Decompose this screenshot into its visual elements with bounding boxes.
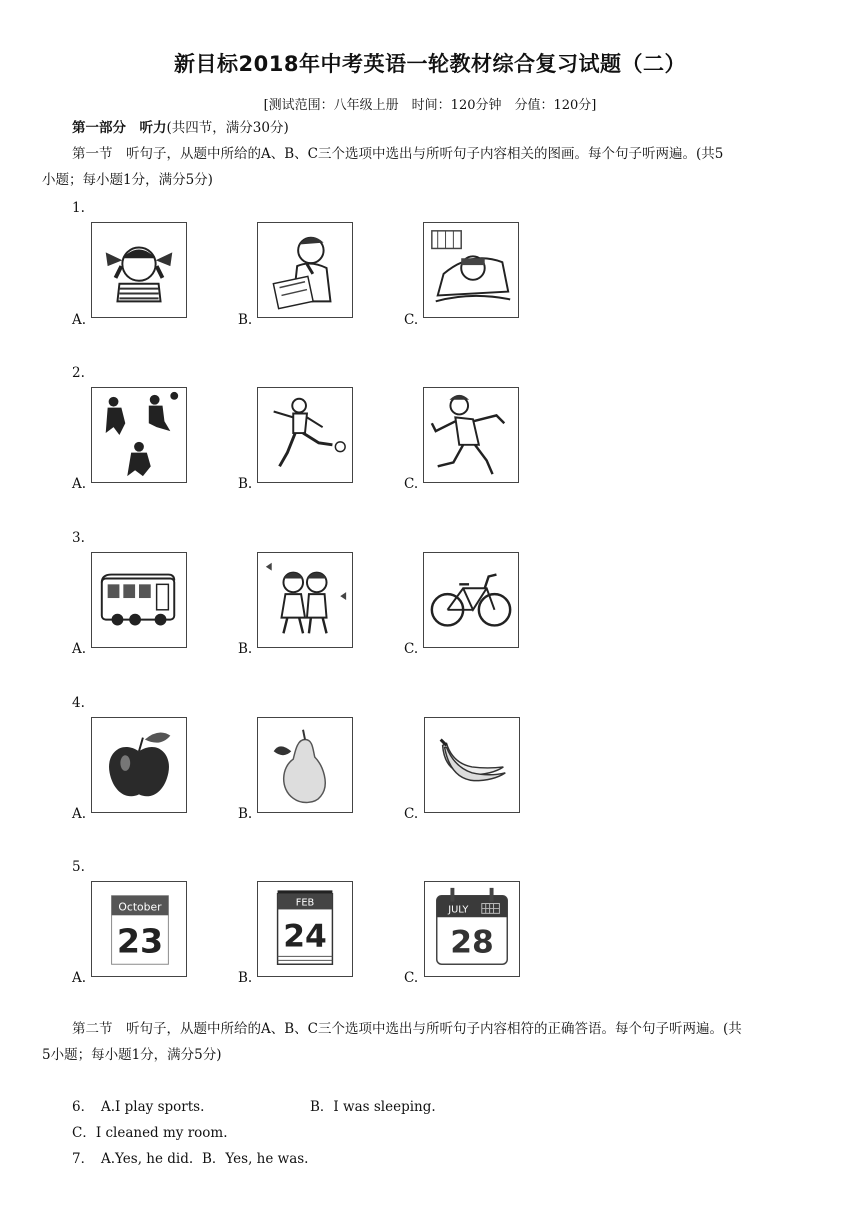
question-1-option-a-image[interactable] bbox=[91, 222, 187, 318]
question-5-option-a-image[interactable] bbox=[91, 881, 187, 977]
walking-children-icon bbox=[258, 553, 352, 647]
question-4-label-c: C. bbox=[404, 806, 419, 822]
question-1-label-c: C. bbox=[404, 312, 419, 328]
question-5-label-a: A. bbox=[72, 970, 87, 986]
question-5-option-b-image[interactable] bbox=[257, 881, 353, 977]
calendar-feb-icon bbox=[258, 882, 352, 976]
calendar-day-label: 23 bbox=[116, 921, 164, 961]
question-3-label-c: C. bbox=[404, 641, 419, 657]
question-5-label-b: B. bbox=[238, 970, 253, 986]
question-5-label-c: C. bbox=[404, 970, 419, 986]
question-5-option-c-image[interactable] bbox=[424, 881, 520, 977]
section2-instruction-line2: 5小题；每小题1分，满分5分) bbox=[42, 1047, 222, 1063]
question-4-option-a-image[interactable] bbox=[91, 717, 187, 813]
soccer-kick-icon bbox=[258, 388, 352, 482]
question-6-option-c[interactable]: C．I cleaned my room. bbox=[72, 1125, 228, 1141]
page-title: 新目标2018年中考英语一轮教材综合复习试题（二） bbox=[174, 52, 686, 76]
bus-icon bbox=[92, 553, 186, 647]
question-3-label-b: B. bbox=[238, 641, 253, 657]
question-5-number: 5. bbox=[72, 859, 85, 875]
question-1-label-b: B. bbox=[238, 312, 253, 328]
question-6-number: 6． bbox=[72, 1099, 95, 1115]
page-subtitle: [测试范围：八年级上册 时间：120分钟 分值：120分] bbox=[263, 98, 597, 113]
question-3-option-b-image[interactable] bbox=[257, 552, 353, 648]
section1-instruction-line1: 第一节 听句子，从题中所给的A、B、C三个选项中选出与所听句子内容相关的图画。每个句子听两遍。(共5 bbox=[72, 146, 724, 162]
running-man-icon bbox=[424, 388, 518, 482]
question-2-option-a-image[interactable] bbox=[91, 387, 187, 483]
calendar-month-label: FEB bbox=[295, 897, 315, 909]
sore-throat-man-icon bbox=[258, 223, 352, 317]
question-1-option-c-image[interactable] bbox=[423, 222, 519, 318]
calendar-day-label: 28 bbox=[450, 924, 494, 961]
question-4-option-b-image[interactable] bbox=[257, 717, 353, 813]
question-4-option-c-image[interactable] bbox=[424, 717, 520, 813]
question-2-number: 2. bbox=[72, 365, 85, 381]
calendar-july-icon bbox=[425, 882, 519, 976]
section2-instruction-line1: 第二节 听句子，从题中所给的A、B、C三个选项中选出与所听句子内容相符的正确答语。每个句子听两遍。(共 bbox=[72, 1021, 742, 1037]
calendar-day-label: 24 bbox=[283, 918, 327, 955]
basketball-players-icon bbox=[92, 388, 186, 482]
question-2-label-c: C. bbox=[404, 476, 419, 492]
question-2-option-b-image[interactable] bbox=[257, 387, 353, 483]
question-2-label-b: B. bbox=[238, 476, 253, 492]
question-1-option-b-image[interactable] bbox=[257, 222, 353, 318]
pear-icon bbox=[258, 718, 352, 812]
calendar-month-label: JULY bbox=[448, 904, 469, 916]
question-4-label-a: A. bbox=[72, 806, 87, 822]
part1-heading-row bbox=[72, 115, 289, 141]
question-7-option-a[interactable]: A.Yes, he did. bbox=[101, 1151, 194, 1167]
question-7-number: 7． bbox=[72, 1151, 95, 1167]
part1-heading-note: (共四节，满分30分) bbox=[166, 120, 289, 136]
question-1-label-a: A. bbox=[72, 312, 87, 328]
apple-icon bbox=[92, 718, 186, 812]
question-3-number: 3. bbox=[72, 530, 85, 546]
question-3-label-a: A. bbox=[72, 641, 87, 657]
question-3-option-c-image[interactable] bbox=[423, 552, 519, 648]
sick-in-bed-icon bbox=[424, 223, 518, 317]
question-3-option-a-image[interactable] bbox=[91, 552, 187, 648]
question-6-option-a[interactable]: A.I play sports. bbox=[101, 1099, 205, 1115]
part1-heading: 第一部分 听力 bbox=[72, 120, 167, 136]
banana-icon bbox=[425, 718, 519, 812]
question-6-option-b[interactable]: B．I was sleeping. bbox=[310, 1099, 436, 1115]
headache-girl-icon bbox=[92, 223, 186, 317]
calendar-october-icon bbox=[92, 882, 186, 976]
question-4-number: 4. bbox=[72, 695, 85, 711]
question-1-number: 1. bbox=[72, 200, 85, 216]
question-2-label-a: A. bbox=[72, 476, 87, 492]
bicycle-icon bbox=[424, 553, 518, 647]
question-7-option-b[interactable]: B．Yes, he was. bbox=[202, 1151, 309, 1167]
question-2-option-c-image[interactable] bbox=[423, 387, 519, 483]
section1-instruction-line2: 小题；每小题1分，满分5分) bbox=[42, 172, 213, 188]
question-4-label-b: B. bbox=[238, 806, 253, 822]
calendar-month-label: October bbox=[118, 900, 162, 914]
